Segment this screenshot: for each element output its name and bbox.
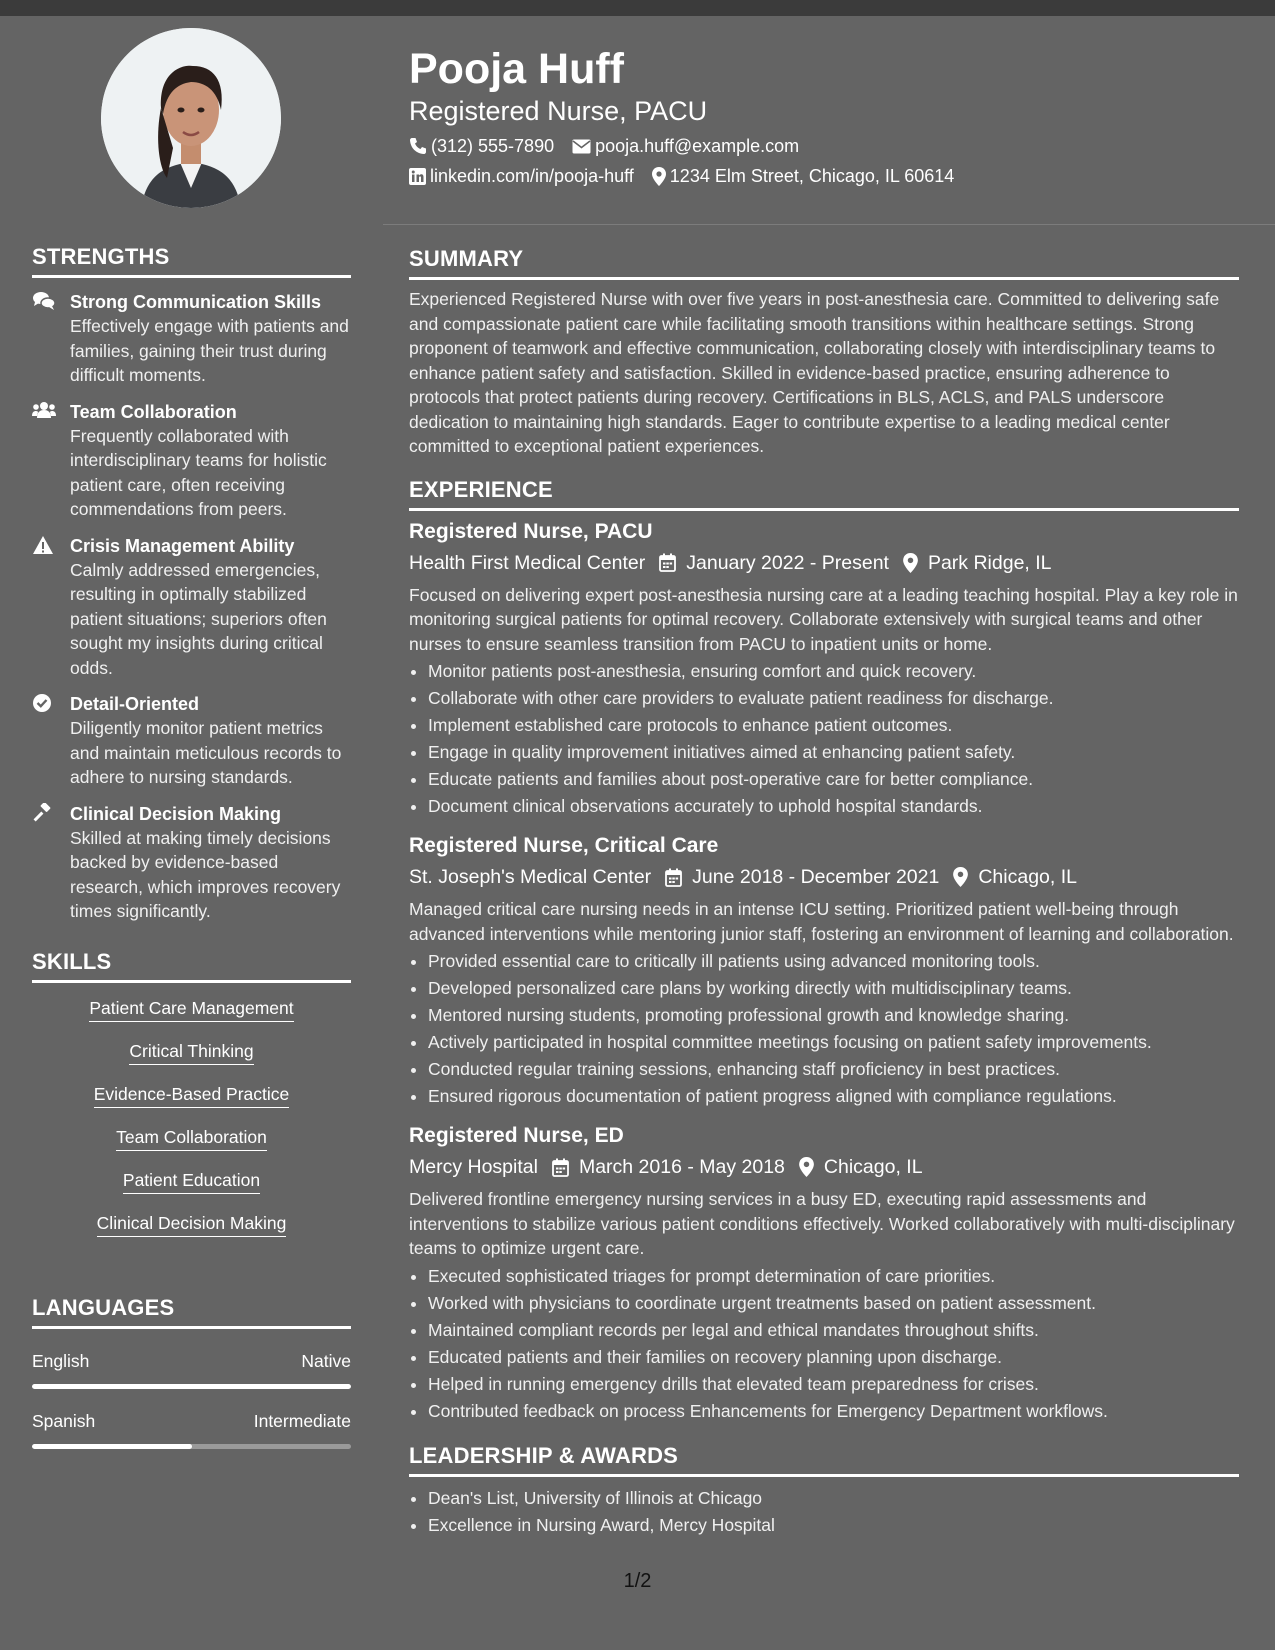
skill-tag: Evidence-Based Practice xyxy=(94,1083,290,1108)
company-name: Health First Medical Center xyxy=(409,551,646,574)
strength-title: Clinical Decision Making xyxy=(70,803,282,824)
job-meta xyxy=(409,549,1239,577)
top-bar xyxy=(0,0,1275,16)
company-name: St. Joseph's Medical Center xyxy=(409,866,652,888)
job-title: Registered Nurse, ED xyxy=(409,1124,624,1147)
job-bullet: • Helped in running emergency drills that elevated team preparedness for crises. xyxy=(428,1371,1239,1398)
map-pin-icon xyxy=(903,553,918,573)
strength-title: Team Collaboration xyxy=(70,401,237,422)
job-description: Focused on delivering expert post-anesthesia nursing care at a leading teaching hospital. Play a key role in monitoring surgical patients for optimal recovery. Collaborate extensively with surgical teams and other nurses to ensure seamless transition from PACU to inpatient units or home. xyxy=(409,584,1238,654)
job-bullet: • Actively participated in hospital committee meetings focusing on patient safety improvements. xyxy=(428,1029,1239,1056)
job-meta xyxy=(409,1153,1239,1181)
skills-list xyxy=(32,997,351,1255)
gavel-icon xyxy=(32,802,70,924)
job-entry xyxy=(409,1122,1239,1425)
job-dates: June 2018 - December 2021 xyxy=(692,866,940,888)
language-proficiency-bar xyxy=(32,1384,351,1389)
job-dates: March 2016 - May 2018 xyxy=(578,1156,785,1178)
job-bullet: • Implement established care protocols to enhance patient outcomes. xyxy=(428,712,1239,739)
language-proficiency-fill xyxy=(32,1384,351,1389)
address-text: 1234 Elm Street, Chicago, IL 60614 xyxy=(669,166,955,186)
page-number: 1/2 xyxy=(623,1570,652,1592)
phone-contact[interactable] xyxy=(409,134,554,158)
award-item: • Dean's List, University of Illinois at Chicago xyxy=(428,1485,1239,1512)
sidebar xyxy=(32,28,351,1449)
strength-item xyxy=(32,400,351,522)
address-contact xyxy=(652,164,955,188)
language-name: Spanish xyxy=(32,1410,96,1431)
company-name: Mercy Hospital xyxy=(409,1156,538,1178)
contact-row xyxy=(409,134,1239,158)
language-item xyxy=(32,1411,351,1449)
summary-text: Experienced Registered Nurse with over five years in post-anesthesia care. Committed to delivering safe and compassionate patient care while facilitating smooth transitions within healthcare settings. Strong proponent of teamwork and effective communication, collaborating closely with interdisciplinary teams to enhance patient safety and satisfaction. Skilled in evidence-based practice, ensuring adherence to protocols that protect patients during recovery. Certifications in BLS, ACLS, and PALS underscore dedication to maintaining high standards. Eager to contribute expertise to a leading medical center committed to exceptional patient experiences. xyxy=(409,289,1220,456)
skills-heading: SKILLS xyxy=(32,949,351,983)
candidate-headline: Registered Nurse, PACU xyxy=(409,96,708,126)
strengths-heading: STRENGTHS xyxy=(32,244,351,278)
language-level: Native xyxy=(301,1350,351,1371)
awards-list xyxy=(409,1485,1239,1539)
strength-title: Detail-Oriented xyxy=(70,694,200,714)
experience-heading: EXPERIENCE xyxy=(409,477,1239,511)
contact-row xyxy=(409,164,1239,188)
language-name: English xyxy=(32,1350,90,1371)
strength-item xyxy=(32,692,351,790)
map-pin-icon xyxy=(799,1157,814,1177)
check-circle-icon xyxy=(32,692,70,790)
job-entry xyxy=(409,518,1239,821)
candidate-name: Pooja Huff xyxy=(409,45,624,93)
job-bullets xyxy=(409,948,1239,1110)
warning-icon xyxy=(32,534,70,681)
map-pin-icon xyxy=(652,167,666,186)
phone-text: (312) 555-7890 xyxy=(431,136,555,156)
award-item: • Excellence in Nursing Award, Mercy Hospital xyxy=(428,1512,1239,1539)
job-description: Delivered frontline emergency nursing services in a busy ED, executing rapid assessments and interventions to stabilize various patient conditions effectively. Worked collaboratively with multi-disciplinary teams to optimize urgent care. xyxy=(409,1189,1235,1258)
summary-heading: SUMMARY xyxy=(409,246,1239,280)
avatar xyxy=(101,28,281,208)
skill-tag: Clinical Decision Making xyxy=(97,1212,287,1237)
job-bullet: • Mentored nursing students, promoting professional growth and knowledge sharing. xyxy=(428,1002,1239,1029)
job-bullets xyxy=(409,1263,1239,1425)
job-bullet: • Worked with physicians to coordinate urgent treatments based on patient assessment. xyxy=(428,1290,1239,1317)
users-icon xyxy=(32,400,70,522)
linkedin-contact[interactable] xyxy=(409,164,634,188)
job-bullet: • Ensured rigorous documentation of patient progress aligned with compliance regulations. xyxy=(428,1083,1239,1110)
job-bullet: • Document clinical observations accurately to uphold hospital standards. xyxy=(428,793,1239,820)
job-bullet: • Provided essential care to critically ill patients using advanced monitoring tools. xyxy=(428,948,1239,975)
job-bullet: • Developed personalized care plans by working directly with multidisciplinary teams. xyxy=(428,975,1239,1002)
languages-heading: LANGUAGES xyxy=(32,1295,351,1329)
skill-tag: Patient Care Management xyxy=(89,997,293,1022)
job-dates: January 2022 - Present xyxy=(686,551,889,574)
job-bullet: • Contributed feedback on process Enhancements for Emergency Department workflows. xyxy=(428,1398,1239,1425)
job-bullet: • Educated patients and their families on recovery planning upon discharge. xyxy=(428,1344,1239,1371)
job-bullet: • Maintained compliant records per legal and ethical mandates throughout shifts. xyxy=(428,1317,1239,1344)
calendar-icon xyxy=(665,868,682,887)
chat-bubbles-icon xyxy=(32,290,70,388)
skill-tag: Patient Education xyxy=(123,1169,260,1194)
job-location: Chicago, IL xyxy=(978,866,1077,888)
strength-item xyxy=(32,802,351,924)
job-bullet: • Engage in quality improvement initiatives aimed at enhancing patient safety. xyxy=(428,739,1239,766)
language-proficiency-bar xyxy=(32,1444,351,1449)
linkedin-text: linkedin.com/in/pooja-huff xyxy=(430,166,634,186)
envelope-icon xyxy=(572,139,591,154)
strength-item xyxy=(32,534,351,681)
job-title: Registered Nurse, PACU xyxy=(409,519,653,543)
strength-item xyxy=(32,290,351,388)
language-level: Intermediate xyxy=(253,1410,351,1431)
main-content xyxy=(409,44,1239,1539)
skill-tag: Team Collaboration xyxy=(116,1126,267,1151)
linkedin-icon xyxy=(409,168,426,185)
job-location: Park Ridge, IL xyxy=(927,551,1052,574)
job-entry xyxy=(409,832,1239,1110)
language-proficiency-fill xyxy=(32,1444,192,1449)
phone-icon xyxy=(409,137,427,155)
strength-description: Calmly addressed emergencies, resulting in optimally stabilized patient situations; superiors often sought my insights during critical odds. xyxy=(70,559,327,678)
strength-description: Skilled at making timely decisions backed by evidence-based research, which improves recovery times significantly. xyxy=(70,827,341,921)
job-bullet: • Executed sophisticated triages for prompt determination of care priorities. xyxy=(428,1263,1239,1290)
map-pin-icon xyxy=(953,867,968,887)
strength-description: Diligently monitor patient metrics and maintain meticulous records to adhere to nursing standards. xyxy=(70,718,342,787)
language-item xyxy=(32,1351,351,1389)
job-bullet: • Collaborate with other care providers to evaluate patient readiness for discharge. xyxy=(428,685,1239,712)
job-description: Managed critical care nursing needs in an intense ICU setting. Prioritized patient well-being through advanced interventions while mentoring junior staff, fostering an environment of learning and collaboration. xyxy=(409,899,1234,944)
job-bullet: • Monitor patients post-anesthesia, ensuring comfort and quick recovery. xyxy=(428,658,1239,685)
awards-heading: LEADERSHIP & AWARDS xyxy=(409,1443,1239,1477)
job-location: Chicago, IL xyxy=(823,1156,923,1178)
calendar-icon xyxy=(659,553,676,572)
strength-description: Effectively engage with patients and families, gaining their trust during difficult moments. xyxy=(70,316,349,385)
skill-tag: Critical Thinking xyxy=(129,1040,253,1065)
job-bullets xyxy=(409,658,1239,820)
calendar-icon xyxy=(552,1158,569,1177)
job-meta xyxy=(409,863,1239,891)
job-title: Registered Nurse, Critical Care xyxy=(409,834,719,857)
job-bullet: • Conducted regular training sessions, enhancing staff proficiency in best practices. xyxy=(428,1056,1239,1083)
job-bullet: • Educate patients and families about post-operative care for better compliance. xyxy=(428,766,1239,793)
strength-title: Crisis Management Ability xyxy=(70,535,295,556)
email-contact[interactable] xyxy=(572,134,799,158)
email-text: pooja.huff@example.com xyxy=(595,136,800,156)
strength-title: Strong Communication Skills xyxy=(70,292,322,312)
strength-description: Frequently collaborated with interdisciplinary teams for holistic patient care, often receiving commendations from peers. xyxy=(70,425,327,519)
